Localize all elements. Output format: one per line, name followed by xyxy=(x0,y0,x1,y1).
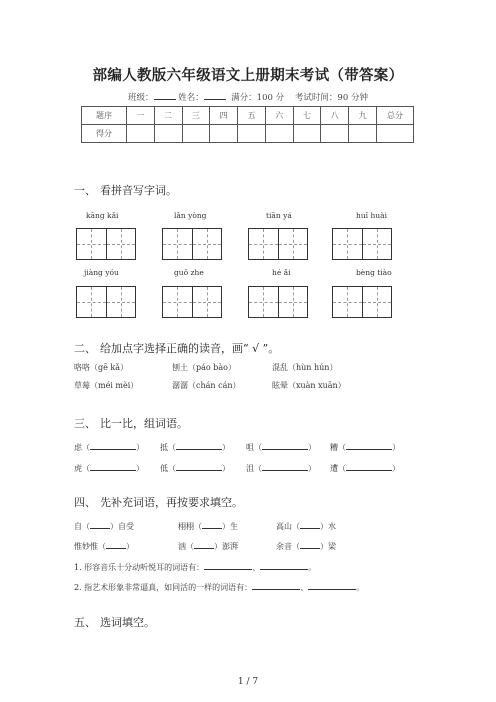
score-row-label: 得分 xyxy=(82,125,127,143)
score-header-cell: 一 xyxy=(127,107,155,125)
page-number: 1 / 7 xyxy=(237,677,259,687)
exam-info: 班级： 姓名： 满分：100 分 考试时间：90 分钟 xyxy=(0,90,496,103)
reading-option[interactable]: 混乱（hùn hún） xyxy=(272,363,338,372)
answer-blank[interactable] xyxy=(262,441,308,450)
score-header-cell: 题序 xyxy=(82,107,127,125)
question-1: 1. 形容音乐十分动听悦耳的词语有： 、 。 xyxy=(74,563,317,572)
compare-item: 遭（ ） xyxy=(330,464,400,473)
pinyin-label: lǎn yòng xyxy=(174,211,207,220)
section-2-heading: 二、 给加点字选择正确的读音，画“ √ ”。 xyxy=(74,342,280,355)
answer-blank[interactable] xyxy=(176,441,222,450)
score-header-cell: 六 xyxy=(265,107,293,125)
name-blank[interactable] xyxy=(204,90,226,100)
answer-blank[interactable] xyxy=(308,581,356,590)
score-cell[interactable] xyxy=(293,125,321,143)
compare-item: 虎（ ） xyxy=(74,464,144,473)
compare-item: 抵（ ） xyxy=(160,443,230,452)
pinyin-label: hé ǎi xyxy=(272,268,291,277)
answer-blank[interactable] xyxy=(262,462,308,471)
writing-box[interactable] xyxy=(332,286,392,318)
writing-box[interactable] xyxy=(162,228,222,260)
answer-blank[interactable] xyxy=(346,462,392,471)
pinyin-label: kāng kǎi xyxy=(86,211,119,220)
answer-blank[interactable] xyxy=(204,561,252,570)
answer-blank[interactable] xyxy=(194,540,214,549)
score-header-cell: 总分 xyxy=(377,107,414,125)
answer-blank[interactable] xyxy=(300,520,320,529)
answer-blank[interactable] xyxy=(260,561,308,570)
answer-blank[interactable] xyxy=(106,540,126,549)
idiom-item: 余音（ ）梁 xyxy=(276,542,336,551)
reading-option[interactable]: 潺潺（chán cán） xyxy=(172,381,241,390)
score-cell[interactable] xyxy=(377,125,414,143)
pinyin-label: guǒ zhe xyxy=(174,268,204,277)
pinyin-label: huǐ huài xyxy=(356,211,387,220)
writing-box[interactable] xyxy=(248,228,308,260)
pinyin-label: bèng tiào xyxy=(356,268,392,277)
answer-blank[interactable] xyxy=(346,441,392,450)
score-header-cell: 九 xyxy=(349,107,377,125)
score-cell[interactable] xyxy=(265,125,293,143)
answer-blank[interactable] xyxy=(90,462,136,471)
idiom-item: 自（ ）自受 xyxy=(74,522,134,531)
score-cell[interactable] xyxy=(127,125,155,143)
class-blank[interactable] xyxy=(154,90,176,100)
answer-blank[interactable] xyxy=(252,581,300,590)
score-header-cell: 五 xyxy=(238,107,266,125)
section-3-heading: 三、 比一比，组词语。 xyxy=(74,417,188,430)
section-1-heading: 一、 看拼音写字词。 xyxy=(74,184,177,197)
answer-blank[interactable] xyxy=(202,520,222,529)
score-header-cell: 七 xyxy=(293,107,321,125)
score-header-cell: 八 xyxy=(321,107,349,125)
answer-blank[interactable] xyxy=(90,520,110,529)
score-header-cell: 四 xyxy=(210,107,238,125)
idiom-item: 惟妙惟（ ） xyxy=(74,542,134,551)
score-header-cell: 二 xyxy=(154,107,182,125)
page-title: 部编人教版六年级语文上册期末考试（带答案） xyxy=(92,68,404,84)
compare-item: 低（ ） xyxy=(160,464,230,473)
score-cell[interactable] xyxy=(321,125,349,143)
score-header-row xyxy=(82,107,414,125)
reading-option[interactable]: 刨土（páo bào） xyxy=(172,363,236,372)
writing-box[interactable] xyxy=(76,228,136,260)
compare-item: 沮（ ） xyxy=(246,464,316,473)
score-cell[interactable] xyxy=(238,125,266,143)
writing-box[interactable] xyxy=(332,228,392,260)
writing-box[interactable] xyxy=(76,286,136,318)
score-cell[interactable] xyxy=(349,125,377,143)
compare-item: 咀（ ） xyxy=(246,443,316,452)
question-2: 2. 指艺术形象非常逼真，如同活的一样的词语有： 、 。 xyxy=(74,583,365,592)
answer-blank[interactable] xyxy=(90,441,136,450)
reading-option[interactable]: 草莓（méi mèi） xyxy=(74,381,139,390)
idiom-item: 高山（ ）水 xyxy=(276,522,336,531)
score-cell[interactable] xyxy=(154,125,182,143)
idiom-item: 汹（ ）澎湃 xyxy=(178,542,238,551)
score-row xyxy=(82,125,414,143)
reading-option[interactable]: 咯咯（gē kǎ） xyxy=(74,363,129,372)
score-cell[interactable] xyxy=(210,125,238,143)
answer-blank[interactable] xyxy=(176,462,222,471)
pinyin-label: tiān yá xyxy=(266,211,292,220)
compare-item: 糟（ ） xyxy=(330,443,400,452)
reading-option[interactable]: 眩晕（xuàn xuān） xyxy=(272,381,346,390)
compare-item: 虑（ ） xyxy=(74,443,144,452)
score-table xyxy=(81,106,414,143)
pinyin-label: jiàng yóu xyxy=(84,268,119,277)
idiom-item: 栩栩（ ）生 xyxy=(178,522,238,531)
section-5-heading: 五、 选词填空。 xyxy=(74,616,155,629)
score-cell[interactable] xyxy=(182,125,210,143)
writing-box[interactable] xyxy=(248,286,308,318)
writing-box[interactable] xyxy=(162,286,222,318)
score-header-cell: 三 xyxy=(182,107,210,125)
section-4-heading: 四、 先补充词语，再按要求填空。 xyxy=(74,496,243,509)
answer-blank[interactable] xyxy=(300,540,320,549)
